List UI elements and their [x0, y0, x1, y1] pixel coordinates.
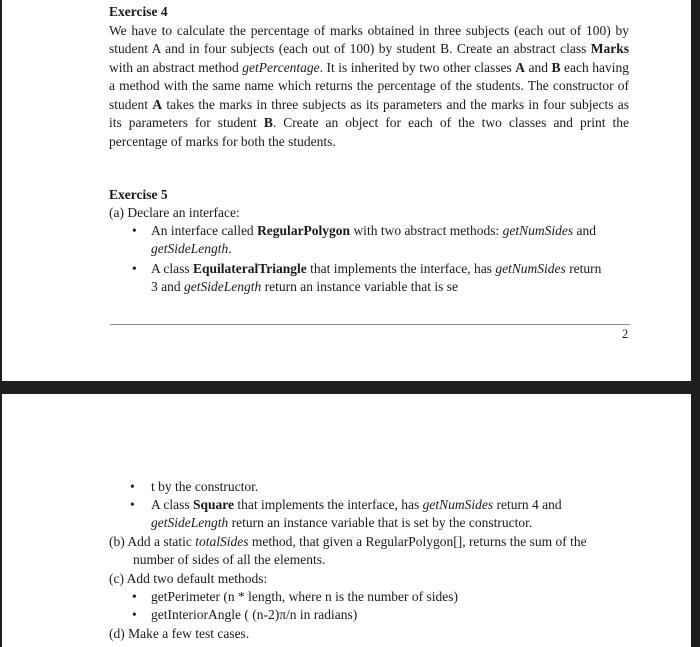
bullet-equilateral-triangle: A class EquilateralTriangle that implements the interface, has getNumSides return	[151, 261, 602, 276]
part-c: (c) Add two default methods:	[109, 571, 268, 586]
exercise-4-title: Exercise 4	[109, 4, 168, 19]
bullet-dot: •	[130, 497, 135, 512]
part-d: (d) Make a few test cases.	[109, 626, 250, 641]
bullet-regular-polygon-line2: getSideLength.	[151, 241, 232, 256]
exercise-5-title: Exercise 5	[109, 187, 168, 202]
document-page-1	[2, 0, 691, 381]
bullet-square: A class Square that implements the interface, has getNumSides return 4 and	[151, 497, 562, 512]
page-number: 2	[622, 327, 629, 341]
part-a-label: (a) Declare an interface:	[109, 205, 240, 220]
exercise-4-body: We have to calculate the percentage of marks obtained in three subjects (each out of 100) by student A and in four subjects (each out of 100) by student B. Create an abstract class Marks with an abstract method getPercentage. It is inherited by two other classes A and B each having a method with the same name which returns the percentage of the students. The constructor of student A takes the marks in three subjects as its parameters and the marks in four subjects as its parameters for student B. Create an object for each of the two classes and print the percentage of marks for both the students.	[109, 22, 630, 149]
bullet-dot: •	[132, 589, 137, 604]
exercise-4-block	[109, 3, 629, 151]
footer-rule	[110, 324, 630, 325]
bullet-dot: •	[132, 261, 137, 276]
bullet-regular-polygon: An interface called RegularPolygon with two abstract methods: getNumSides and	[151, 223, 597, 238]
bullet-dot: •	[132, 223, 137, 238]
part-b: (b) Add a static totalSides method, that given a RegularPolygon[], returns the sum of the	[109, 534, 587, 549]
right-border	[691, 0, 700, 647]
page-gap	[0, 381, 700, 394]
default-method-perimeter: getPerimeter (n * length, where n is the number of sides)	[151, 589, 459, 604]
document-page-2	[2, 394, 691, 647]
bullet-continuation: t by the constructor.	[151, 479, 259, 494]
bullet-dot: •	[130, 479, 135, 494]
bullet-equilateral-triangle-line2: 3 and getSideLength return an instance variable that is se	[151, 279, 459, 294]
part-b-line2: number of sides of all the elements.	[133, 552, 326, 567]
bullet-dot: •	[132, 607, 137, 622]
default-method-interior-angle: getInteriorAngle ( (n-2)π/n in radians)	[151, 607, 358, 622]
bullet-square-line2: getSideLength return an instance variable that is set by the constructor.	[151, 515, 533, 530]
